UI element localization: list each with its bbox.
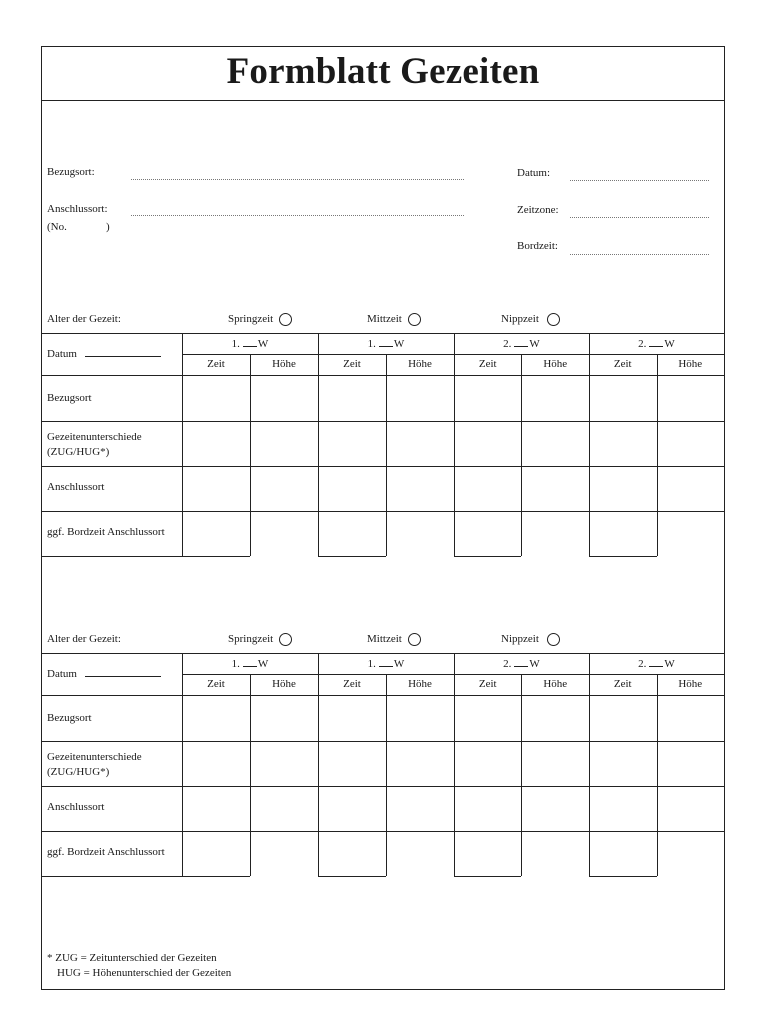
row-line	[41, 421, 725, 422]
row-label-line: (ZUG/HUG*)	[47, 766, 110, 778]
table-column-line	[657, 674, 658, 876]
water-blank[interactable]	[514, 337, 528, 347]
water-suffix: W	[257, 658, 269, 670]
water-suffix: W	[664, 338, 675, 350]
table-column-line	[657, 354, 658, 556]
row-line	[41, 831, 725, 832]
row-line	[41, 695, 725, 696]
zeit-header: Zeit	[613, 358, 632, 370]
anschlussort-no-close: )	[106, 221, 110, 233]
table-top-line	[41, 333, 725, 334]
anschlussort-label: Anschlussort:	[47, 203, 108, 215]
row-label-line: Gezeitenunterschiede	[47, 751, 142, 763]
title-divider	[41, 100, 725, 101]
row-label-anschlussort: Anschlussort	[47, 801, 105, 813]
bordzeit-label: Bordzeit:	[517, 240, 558, 252]
table-column-line	[521, 354, 522, 556]
zeit-header: Zeit	[207, 678, 225, 690]
datum-row-label: Datum	[47, 348, 77, 360]
alter-option-radio[interactable]	[279, 633, 292, 646]
row-line	[41, 511, 725, 512]
water-number: 1.	[367, 658, 376, 670]
anschlussort-field[interactable]	[131, 215, 464, 216]
alter-label: Alter der Gezeit:	[47, 633, 121, 645]
water-suffix: W	[257, 338, 269, 350]
row-bottom-line	[589, 876, 657, 877]
alter-option-radio[interactable]	[547, 633, 560, 646]
water-suffix: W	[393, 338, 405, 350]
row-label-gezeitenunterschiede	[47, 430, 142, 460]
datum-row-field[interactable]	[85, 347, 161, 357]
water-number: 1.	[231, 658, 240, 670]
water-header	[318, 337, 454, 350]
row-bottom-line	[41, 876, 250, 877]
water-blank[interactable]	[514, 657, 528, 667]
alter-option-label: Springzeit	[228, 313, 274, 325]
table-column-line	[521, 674, 522, 876]
zeitzone-field[interactable]	[570, 217, 709, 218]
hoehe-header: Höhe	[678, 678, 703, 690]
row-bottom-line	[454, 876, 521, 877]
alter-label: Alter der Gezeit:	[47, 313, 121, 325]
row-label-gezeitenunterschiede	[47, 750, 142, 780]
zeitzone-label: Zeitzone:	[517, 204, 559, 216]
water-header	[318, 657, 454, 670]
hoehe-header: Höhe	[272, 678, 296, 690]
row-line	[41, 786, 725, 787]
zeit-header: Zeit	[478, 678, 497, 690]
water-blank[interactable]	[243, 657, 257, 667]
zeit-header: Zeit	[343, 358, 361, 370]
footnote-zug: * ZUG = Zeitunterschied der Gezeiten	[47, 952, 217, 964]
table-column-line	[250, 354, 251, 556]
datum-row	[47, 667, 161, 680]
row-bottom-line	[454, 556, 521, 557]
alter-option-label: Mittzeit	[367, 633, 402, 645]
water-blank[interactable]	[379, 657, 393, 667]
water-header	[589, 657, 724, 670]
alter-option-radio[interactable]	[279, 313, 292, 326]
hoehe-header: Höhe	[408, 678, 432, 690]
water-blank[interactable]	[649, 657, 663, 667]
row-label-line: Gezeitenunterschiede	[47, 431, 142, 443]
table-column-line	[250, 674, 251, 876]
bezugsort-label: Bezugsort:	[47, 166, 95, 178]
anschlussort-no-label: (No.	[47, 221, 67, 233]
row-label-bezugsort: Bezugsort	[47, 712, 92, 724]
hoehe-header: Höhe	[678, 358, 703, 370]
water-suffix: W	[393, 658, 405, 670]
datum-field[interactable]	[570, 180, 709, 181]
alter-option-label: Mittzeit	[367, 313, 402, 325]
row-line	[41, 375, 725, 376]
table-column-line	[724, 333, 725, 511]
water-number: 1.	[367, 338, 376, 350]
water-header	[454, 337, 589, 350]
bordzeit-field[interactable]	[570, 254, 709, 255]
row-label-bezugsort: Bezugsort	[47, 392, 92, 404]
bezugsort-field[interactable]	[131, 179, 464, 180]
zeit-header: Zeit	[343, 678, 361, 690]
table-column-line	[386, 674, 387, 876]
water-number: 2.	[503, 338, 512, 350]
water-suffix: W	[529, 658, 540, 670]
table-column-line	[724, 653, 725, 831]
hoehe-header: Höhe	[272, 358, 296, 370]
water-header	[182, 657, 318, 670]
table-top-line	[41, 653, 725, 654]
alter-option-label: Nippzeit	[501, 313, 539, 325]
footnote-hug: HUG = Höhenunterschied der Gezeiten	[57, 967, 232, 979]
row-label-anschlussort: Anschlussort	[47, 481, 105, 493]
water-header	[454, 657, 589, 670]
alter-option-label: Nippzeit	[501, 633, 539, 645]
water-blank[interactable]	[243, 337, 257, 347]
hoehe-header: Höhe	[543, 678, 568, 690]
water-header	[589, 337, 724, 350]
datum-row-field[interactable]	[85, 667, 161, 677]
datum-label: Datum:	[517, 167, 550, 179]
zeit-header: Zeit	[478, 358, 497, 370]
row-label-bordzeit: ggf. Bordzeit Anschlussort	[47, 846, 165, 858]
form-title: Formblatt Gezeiten	[226, 51, 540, 92]
row-bottom-line	[589, 556, 657, 557]
row-label-bordzeit: ggf. Bordzeit Anschlussort	[47, 526, 165, 538]
water-number: 2.	[638, 658, 647, 670]
zeit-header: Zeit	[613, 678, 632, 690]
row-bottom-line	[318, 556, 386, 557]
water-blank[interactable]	[379, 337, 393, 347]
table-column-line	[386, 354, 387, 556]
alter-option-radio[interactable]	[547, 313, 560, 326]
row-line	[41, 741, 725, 742]
water-number: 2.	[638, 338, 647, 350]
water-suffix: W	[529, 338, 540, 350]
datum-row-label: Datum	[47, 668, 77, 680]
row-bottom-line	[41, 556, 250, 557]
alter-option-radio[interactable]	[408, 633, 421, 646]
water-number: 2.	[503, 658, 512, 670]
alter-option-radio[interactable]	[408, 313, 421, 326]
water-blank[interactable]	[649, 337, 663, 347]
datum-row	[47, 347, 161, 360]
water-header	[182, 337, 318, 350]
hoehe-header: Höhe	[408, 358, 432, 370]
alter-option-label: Springzeit	[228, 633, 274, 645]
hoehe-header: Höhe	[543, 358, 568, 370]
row-bottom-line	[318, 876, 386, 877]
row-label-line: (ZUG/HUG*)	[47, 446, 110, 458]
water-suffix: W	[664, 658, 675, 670]
water-number: 1.	[231, 338, 240, 350]
zeit-header: Zeit	[207, 358, 225, 370]
row-line	[41, 466, 725, 467]
